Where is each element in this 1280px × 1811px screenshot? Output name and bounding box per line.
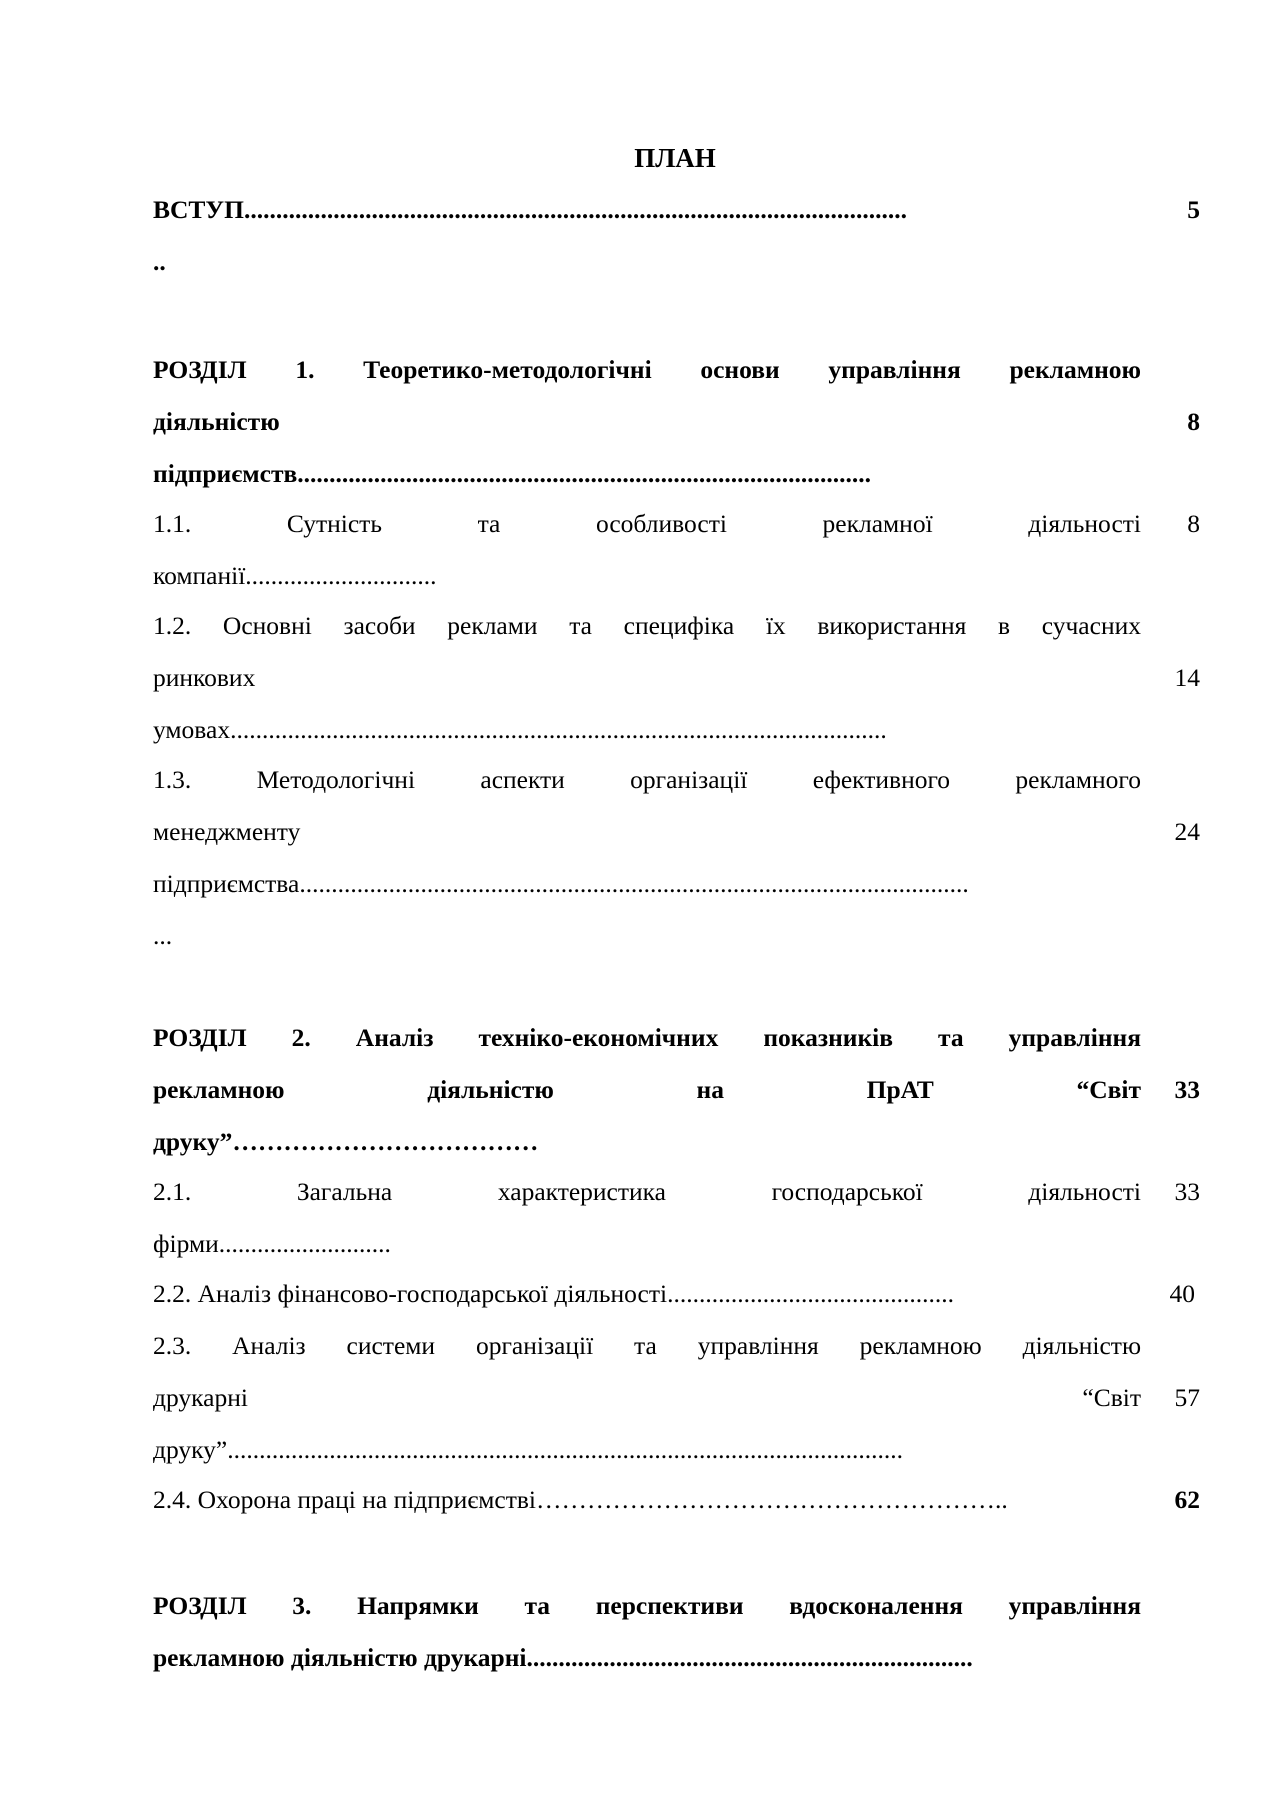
toc-section-2-line3: друку”……………………………… [153,1127,539,1156]
toc-entry-intro [153,184,1200,236]
toc-item-2-3-line1: 2.3. Аналіз системи організації та управління рекламною діяльністю [153,1331,1141,1360]
toc-item-1-3-line2: менеджменту [153,817,301,846]
toc-section-1-page: 8 [1187,407,1200,436]
toc-section-2-word-3: на [696,1075,724,1104]
toc-item-2-3-line2 [153,1372,1141,1424]
toc-intro-label: ВСТУП [153,195,244,224]
toc-item-1-1-line1: 1.1. Сутність та особливості рекламної діяльності [153,509,1141,538]
toc-section-1 [153,344,1200,500]
toc-section-2-word-1: рекламною [153,1075,285,1104]
toc-intro-dots-tail-row [153,236,1200,288]
toc-item-2-1-line1: 2.1. Загальна характеристика господарської діяльності [153,1177,1141,1206]
toc-item-2-2-line1: 2.2. Аналіз фінансово-господарської діяльності............................................. [153,1279,954,1308]
toc-section-2-page: 33 [1174,1075,1200,1104]
toc-intro-dots-tail: .. [153,247,166,276]
toc-section-2-word-5: “Світ [1076,1075,1141,1104]
toc-item-2-4-line1: 2.4. Охорона праці на підприємстві……………………………………………….. [153,1485,1008,1514]
toc-intro-dots: ........................................................................................................ [243,195,907,224]
toc-item-1-3-line3: підприємства......................................................................................................... [153,869,969,898]
toc-intro-page: 5 [1187,195,1200,224]
toc-section-1-line1: РОЗДІЛ 1. Теоретико-методологічні основи управління рекламною [153,355,1141,384]
toc-item-2-3-line2-right: “Світ [1082,1383,1141,1412]
toc-item-1-3 [153,754,1200,962]
toc-section-2-line1: РОЗДІЛ 2. Аналіз техніко-економічних показників та управління [153,1023,1141,1052]
toc-item-1-1 [153,498,1200,602]
toc-section-2 [153,1012,1200,1168]
toc-item-2-3 [153,1320,1200,1476]
toc-section-3-line2: рекламною діяльністю друкарні...................................................................... [153,1643,973,1672]
toc-item-2-4 [153,1474,1200,1526]
toc-item-2-4-page: 62 [1174,1485,1200,1514]
toc-item-1-2-line2: ринкових [153,663,256,692]
toc-item-1-1-page: 8 [1187,509,1200,538]
toc-section-2-word-4: ПрАТ [866,1075,934,1104]
toc-item-2-2 [153,1268,1200,1320]
toc-section-3-line1: РОЗДІЛ 3. Напрямки та перспективи вдосконалення управління [153,1591,1141,1620]
toc-section-3 [153,1580,1200,1684]
toc-section-1-line2: діяльністю [153,407,280,436]
toc-item-1-3-line4: ... [153,921,173,950]
toc-item-1-2-line3: умовах....................................................................................................... [153,715,887,744]
toc-item-2-3-page: 57 [1174,1383,1200,1412]
toc-item-2-1-line2: фірми........................... [153,1229,391,1258]
toc-item-2-1-page: 33 [1174,1177,1200,1206]
toc-item-2-1 [153,1166,1200,1270]
toc-item-1-3-page: 24 [1174,817,1200,846]
page-title: ПЛАН [634,143,716,173]
toc-item-2-2-page: 40 [1169,1279,1195,1308]
toc-item-1-2 [153,600,1200,756]
toc-item-1-3-line1: 1.3. Методологічні аспекти організації ефективного рекламного [153,765,1141,794]
toc-section-2-line2 [153,1064,1141,1116]
toc-item-1-2-line1: 1.2. Основні засоби реклами та специфіка їх використання в сучасних [153,611,1141,640]
toc-item-2-3-line2-left: друкарні [153,1383,248,1412]
toc-item-1-1-line2: компанії.............................. [153,561,437,590]
toc-section-1-line3: підприємств.......................................................................................... [153,459,871,488]
toc-item-1-2-page: 14 [1174,663,1200,692]
toc-item-2-3-line3: друку”.......................................................................................................... [153,1435,903,1464]
toc-section-2-word-2: діяльністю [427,1075,554,1104]
